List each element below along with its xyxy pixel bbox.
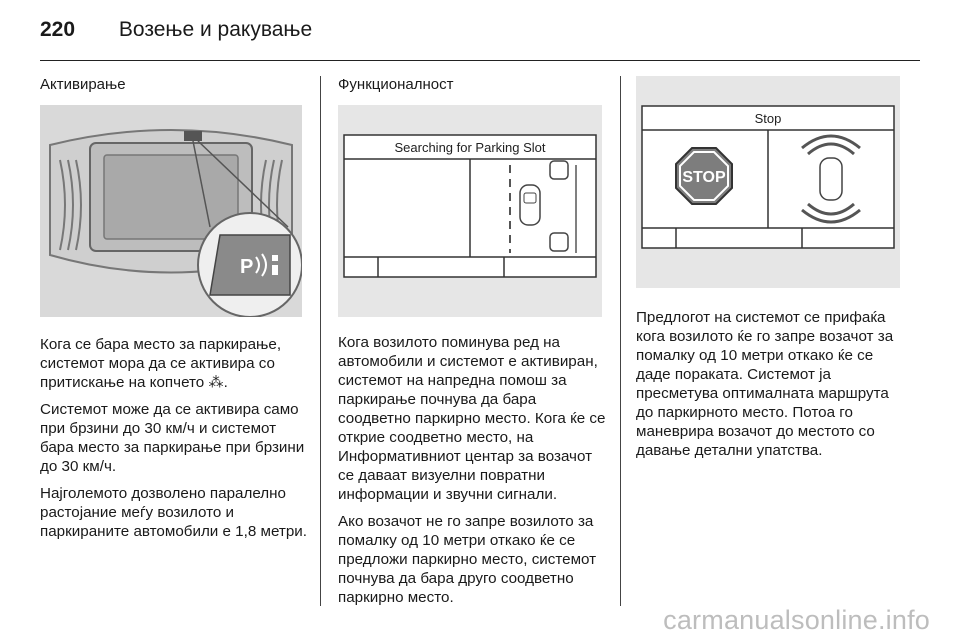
paragraph-4: Кога возилото поминува ред на автомобили и системот е активиран, системот на напредна помош за паркирање почнува да бара соодветно паркирно место. Кога ќе се открие соодветно место, на Информативниот центар за возачот се даваат визуелни повратни информации и звучни сигнали. (338, 334, 606, 503)
figure-stop-display (636, 76, 900, 288)
page-header (40, 18, 312, 42)
column-divider (320, 76, 321, 606)
dashboard-illustration (40, 105, 302, 317)
stop-sign-text: STOP (682, 169, 726, 186)
stop-display-illustration (636, 76, 900, 288)
paragraph-6: Предлогот на системот се прифаќа кога возилото ќе го запре возачот за помалку од 10 метри откако ќе се даде пораката. Системот ја пресметува оптималната маршрута до паркирното место. Потоа го маневрира возачот до местото со давање детални упатства. (636, 309, 894, 459)
paragraph-5: Ако возачот не го запре возилото за помалку од 10 метри откако ќе се предложи паркирно место, системот почнува да бара друго соодветно паркирно место. (338, 513, 597, 606)
paragraph-3: Најголемото дозволено паралелно растојание меѓу возилото и паркираните автомобили е 1,8 метри. (40, 485, 307, 540)
column-activation (40, 76, 308, 549)
column-stop (636, 76, 908, 468)
chapter-title: Возење и ракување (118, 18, 313, 41)
watermark: carmanualsonline.info (663, 605, 930, 635)
header-rule (40, 60, 920, 61)
display-title: Searching for Parking Slot (394, 140, 546, 155)
section-heading-activation: Активирање (40, 76, 126, 93)
svg-text:P: P (240, 256, 254, 278)
figure-searching-display (338, 105, 602, 317)
paragraph-1: Кога се бара место за паркирање, системот мора да се активира со притискање на копчето ⁂. (40, 336, 282, 391)
display-title: Stop (754, 111, 782, 126)
searching-display-illustration (338, 105, 602, 317)
page-number: 220 (40, 18, 76, 41)
paragraph-2: Системот може да се активира само при брзини до 30 км/ч и системот бара место за паркирање при брзини до 30 км/ч. (40, 401, 305, 475)
column-divider (620, 76, 621, 606)
column-functionality (338, 76, 606, 615)
section-heading-functionality: Функционалност (338, 76, 454, 93)
figure-dashboard-button (40, 105, 302, 317)
